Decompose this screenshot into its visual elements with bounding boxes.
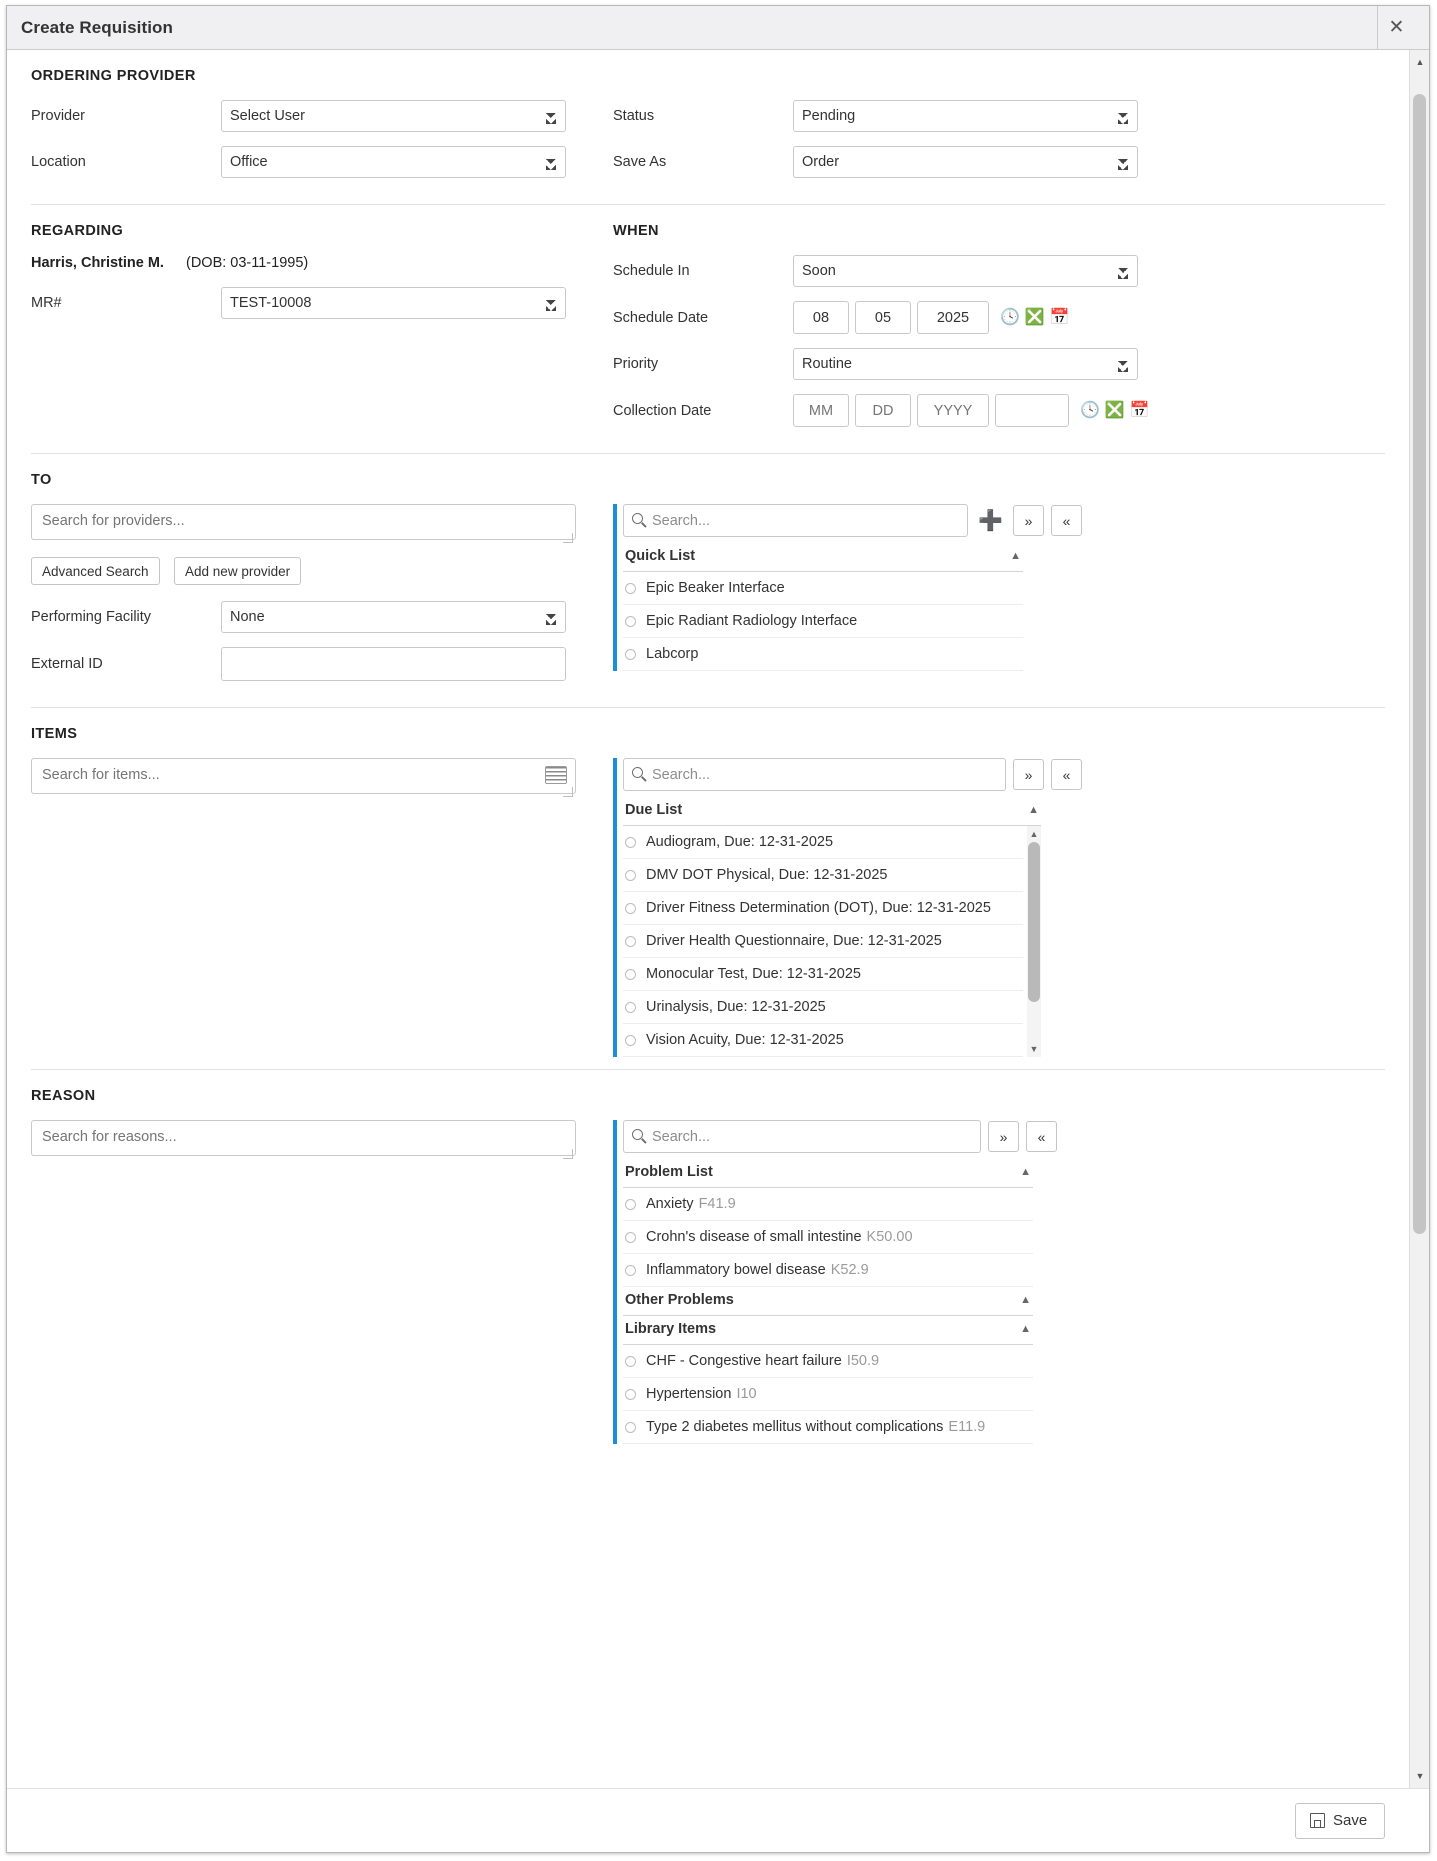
patient-dob: (DOB: 03-11-1995) — [185, 255, 309, 271]
save-button[interactable] — [1295, 1803, 1385, 1839]
chevron-up-icon: ▲ — [1028, 804, 1039, 816]
schedule-in-select[interactable] — [793, 255, 1138, 287]
mr-label: MR# — [31, 295, 62, 311]
clock-icon[interactable]: 🕓 — [1080, 401, 1100, 419]
schedule-date-day[interactable] — [855, 301, 911, 334]
provider-label: Provider — [31, 108, 85, 124]
radio-icon[interactable] — [625, 1199, 636, 1210]
search-icon — [632, 1129, 643, 1140]
status-label: Status — [613, 108, 655, 124]
radio-icon[interactable] — [625, 649, 636, 660]
due-list-scroll — [623, 826, 1041, 1057]
chevron-up-icon: ▲ — [1010, 550, 1021, 562]
radio-icon[interactable] — [625, 1356, 636, 1367]
list-item[interactable]: Monocular Test, Due: 12-31-2025 — [623, 958, 1023, 991]
scrollbar-thumb[interactable] — [1028, 842, 1040, 1002]
calendar-icon[interactable]: 📅 — [1129, 401, 1150, 419]
location-select[interactable] — [221, 146, 566, 178]
items-search-input[interactable] — [31, 758, 576, 794]
to-panel-header — [623, 504, 1385, 537]
ordering-provider-title: ORDERING PROVIDER — [31, 68, 196, 84]
section-ordering-provider — [31, 50, 1385, 204]
radio-icon[interactable] — [625, 936, 636, 947]
external-id-row — [31, 647, 609, 681]
list-item[interactable]: Vision Acuity, Due: 12-31-2025 — [623, 1024, 1023, 1057]
radio-icon[interactable] — [625, 1002, 636, 1013]
mr-row — [31, 287, 609, 319]
performing-facility-row — [31, 601, 609, 633]
chevron-double-up-icon[interactable]: « — [1051, 505, 1082, 536]
provider-row — [31, 100, 609, 132]
dialog-title: Create Requisition — [21, 17, 173, 37]
radio-icon[interactable] — [625, 1232, 636, 1243]
save-button-label: Save — [1333, 1812, 1368, 1829]
section-to — [31, 453, 1385, 707]
schedule-date-label: Schedule Date — [613, 309, 709, 326]
clear-circle-icon[interactable]: ❎ — [1024, 308, 1045, 326]
patient-name: Harris, Christine M. — [31, 255, 164, 271]
items-title: ITEMS — [31, 726, 78, 742]
list-item[interactable]: DMV DOT Physical, Due: 12-31-2025 — [623, 859, 1023, 892]
collection-date-label: Collection Date — [613, 402, 712, 419]
section-items — [31, 707, 1385, 1069]
save-as-label: Save As — [613, 154, 667, 170]
priority-select[interactable] — [793, 348, 1138, 380]
external-id-input[interactable] — [221, 647, 566, 681]
resize-grip-icon[interactable] — [563, 787, 573, 797]
chevron-double-down-icon[interactable]: » — [1013, 505, 1044, 536]
reason-panel-header — [623, 1120, 1385, 1153]
chevron-double-down-icon[interactable]: » — [1013, 759, 1044, 790]
list-item[interactable]: Hypertension I10 — [623, 1378, 1033, 1411]
close-icon[interactable]: ✕ — [1377, 6, 1415, 49]
items-search-wrap — [31, 758, 576, 799]
clear-circle-icon[interactable]: ❎ — [1104, 401, 1125, 419]
reason-search-input[interactable] — [31, 1120, 576, 1156]
list-item[interactable]: Crohn's disease of small intestine K50.00 — [623, 1221, 1033, 1254]
save-as-select[interactable] — [793, 146, 1138, 178]
priority-label: Priority — [613, 356, 659, 372]
collection-date-row — [613, 394, 1385, 427]
library-items-group-header[interactable]: Library Items ▲ — [623, 1316, 1033, 1345]
keypad-icon[interactable] — [545, 766, 567, 784]
mr-select[interactable] — [221, 287, 566, 319]
regarding-title: REGARDING — [31, 223, 124, 239]
reason-panel-search[interactable]: Search... — [623, 1120, 981, 1153]
chevron-double-up-icon[interactable]: « — [1051, 759, 1082, 790]
when-title: WHEN — [613, 223, 659, 239]
radio-icon[interactable] — [625, 616, 636, 627]
schedule-in-row — [613, 255, 1385, 287]
list-item[interactable]: Urinalysis, Due: 12-31-2025 — [623, 991, 1023, 1024]
performing-facility-select[interactable] — [221, 601, 566, 633]
chevron-double-down-icon[interactable]: » — [988, 1121, 1019, 1152]
chevron-double-up-icon[interactable]: « — [1026, 1121, 1057, 1152]
radio-icon[interactable] — [625, 583, 636, 594]
calendar-icon[interactable]: 📅 — [1049, 308, 1070, 326]
provider-select[interactable] — [221, 100, 566, 132]
plus-icon[interactable]: ➕ — [975, 505, 1006, 536]
scroll-down-icon[interactable]: ▼ — [1415, 1771, 1425, 1781]
patient-line — [31, 255, 609, 271]
dialog-scrollbar[interactable] — [1409, 50, 1429, 1788]
section-reason — [31, 1069, 1385, 1456]
priority-row — [613, 348, 1385, 380]
due-list-group-header[interactable]: Due List ▲ — [623, 797, 1041, 826]
status-select[interactable] — [793, 100, 1138, 132]
clock-icon[interactable]: 🕓 — [1000, 308, 1020, 326]
radio-icon[interactable] — [625, 837, 636, 848]
radio-icon[interactable] — [625, 1389, 636, 1400]
problem-list-group-header[interactable]: Problem List ▲ — [623, 1159, 1033, 1188]
scroll-region — [7, 50, 1409, 1788]
collection-time[interactable] — [995, 394, 1069, 427]
schedule-in-label: Schedule In — [613, 263, 690, 279]
list-item[interactable]: Labcorp — [623, 638, 1023, 671]
list-item[interactable]: Inflammatory bowel disease K52.9 — [623, 1254, 1033, 1287]
provider-search-wrap — [31, 504, 576, 545]
chevron-up-icon: ▲ — [1020, 1294, 1031, 1306]
reason-title: REASON — [31, 1088, 96, 1104]
save-as-row — [613, 146, 1385, 178]
scroll-up-icon[interactable]: ▲ — [1415, 57, 1425, 67]
section-regarding-when — [31, 204, 1385, 453]
provider-search-input[interactable] — [31, 504, 576, 540]
list-item[interactable]: CHF - Congestive heart failure I50.9 — [623, 1345, 1033, 1378]
dialog-body — [7, 50, 1429, 1788]
collection-date-day[interactable] — [855, 394, 911, 427]
search-icon — [632, 513, 643, 524]
status-row — [613, 100, 1385, 132]
radio-icon[interactable] — [625, 969, 636, 980]
create-requisition-dialog — [6, 5, 1430, 1853]
external-id-label: External ID — [31, 656, 103, 672]
performing-facility-label: Performing Facility — [31, 609, 152, 625]
location-label: Location — [31, 154, 86, 170]
quick-list-group-header[interactable]: Quick List ▲ — [623, 543, 1023, 572]
radio-icon[interactable] — [625, 1265, 636, 1276]
other-problems-group-header[interactable]: Other Problems ▲ — [623, 1287, 1033, 1316]
list-item[interactable]: Epic Radiant Radiology Interface — [623, 605, 1023, 638]
chevron-up-icon: ▲ — [1020, 1166, 1031, 1178]
dialog-footer — [7, 1788, 1429, 1852]
scrollbar-thumb[interactable] — [1413, 94, 1426, 1234]
add-new-provider-button[interactable]: Add new provider — [174, 557, 301, 585]
advanced-search-button[interactable]: Advanced Search — [31, 557, 160, 585]
to-panel-search[interactable]: Search... — [623, 504, 968, 537]
radio-icon[interactable] — [625, 903, 636, 914]
radio-icon[interactable] — [625, 1422, 636, 1433]
chevron-up-icon: ▲ — [1020, 1323, 1031, 1335]
due-list-scrollbar[interactable] — [1027, 826, 1041, 1057]
to-quick-list-panel — [613, 504, 1385, 671]
radio-icon[interactable] — [625, 1035, 636, 1046]
location-row — [31, 146, 609, 178]
resize-grip-icon[interactable] — [563, 1149, 573, 1159]
scroll-up-icon[interactable]: ▲ — [1029, 829, 1039, 839]
list-item[interactable]: Anxiety F41.9 — [623, 1188, 1033, 1221]
items-panel-header — [623, 758, 1385, 791]
list-item[interactable]: Driver Fitness Determination (DOT), Due: 12-31-2025 — [623, 892, 1023, 925]
list-item[interactable]: Driver Health Questionnaire, Due: 12-31-2025 — [623, 925, 1023, 958]
list-item[interactable]: Epic Beaker Interface — [623, 572, 1023, 605]
collection-date-month[interactable] — [793, 394, 849, 427]
list-item[interactable]: Type 2 diabetes mellitus without complications E11.9 — [623, 1411, 1033, 1444]
schedule-date-month[interactable] — [793, 301, 849, 334]
list-item[interactable]: Audiogram, Due: 12-31-2025 — [623, 826, 1023, 859]
reason-panel — [613, 1120, 1385, 1444]
items-panel-search[interactable]: Search... — [623, 758, 1006, 791]
schedule-date-row — [613, 301, 1385, 334]
collection-date-year[interactable] — [917, 394, 989, 427]
search-icon — [632, 767, 643, 778]
radio-icon[interactable] — [625, 870, 636, 881]
dialog-header — [7, 6, 1429, 50]
to-title: TO — [31, 472, 52, 488]
schedule-date-year[interactable] — [917, 301, 989, 334]
scroll-down-icon[interactable]: ▼ — [1029, 1044, 1039, 1054]
reason-search-wrap — [31, 1120, 576, 1161]
items-due-list-panel — [613, 758, 1385, 1057]
resize-grip-icon[interactable] — [563, 533, 573, 543]
save-icon — [1310, 1813, 1325, 1828]
